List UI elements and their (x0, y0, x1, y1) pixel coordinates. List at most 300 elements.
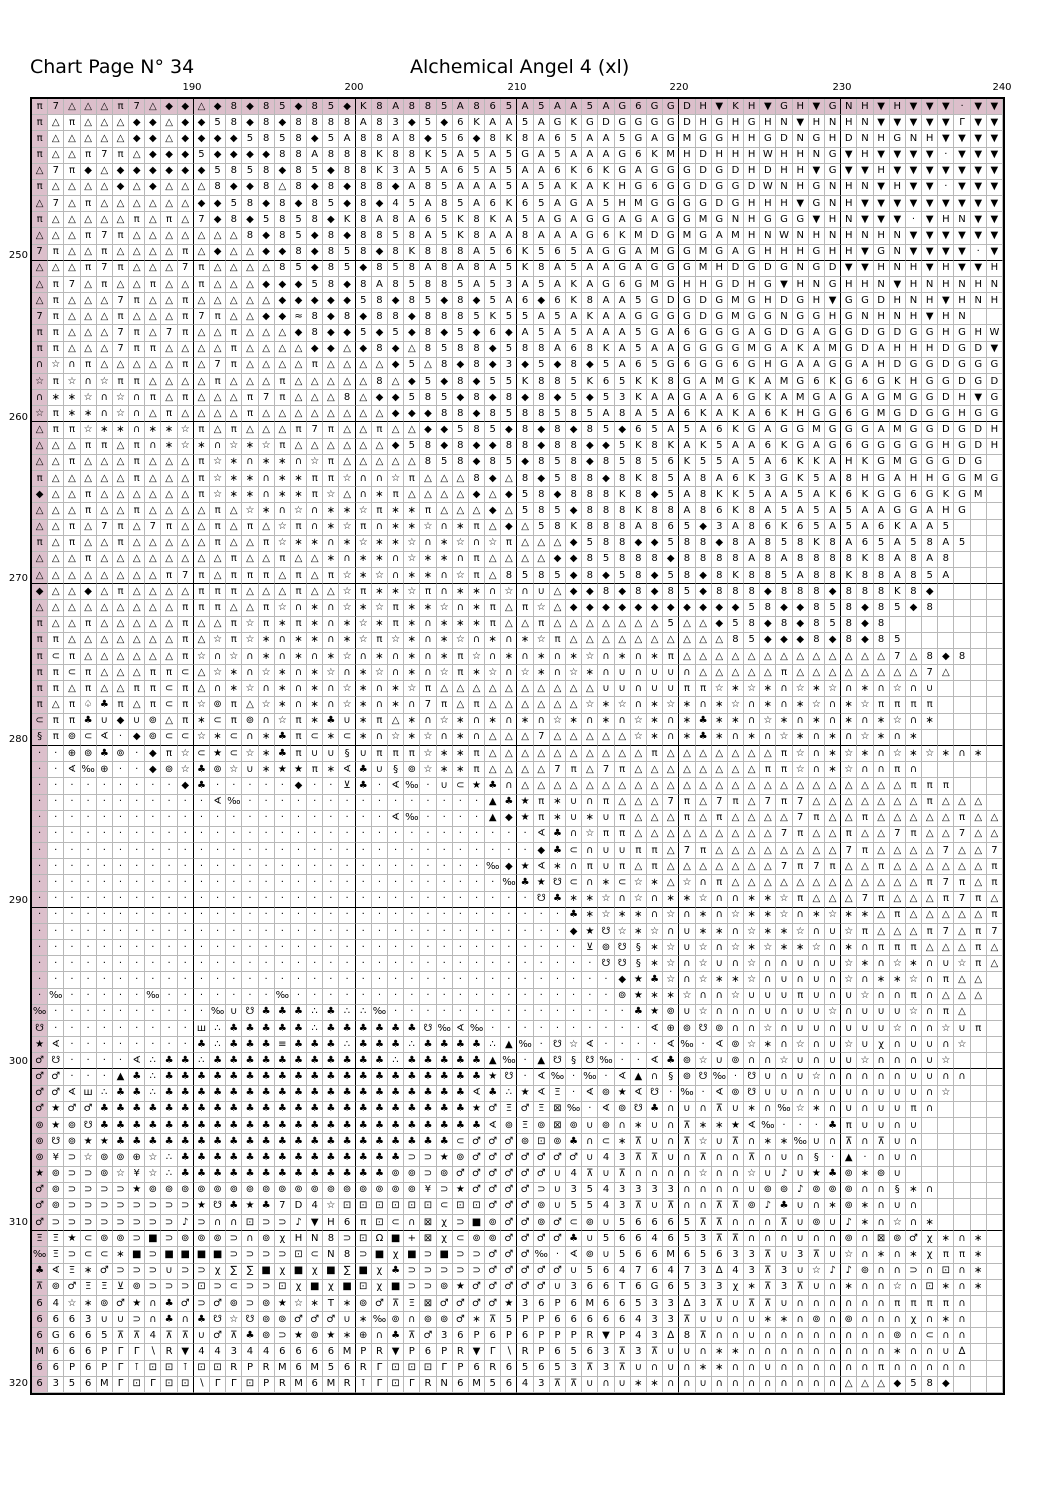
chart-cell: ш (194, 1021, 210, 1037)
chart-cell: π (226, 697, 242, 713)
chart-cell: 5 (696, 1247, 712, 1263)
chart-cell: ∗ (971, 746, 987, 762)
chart-cell: N (971, 293, 987, 309)
chart-cell: ∩ (793, 1086, 809, 1102)
chart-cell: ∩ (874, 762, 890, 778)
chart-cell: K (728, 487, 744, 503)
chart-cell: 6 (631, 358, 647, 374)
chart-cell: △ (178, 212, 194, 228)
chart-cell: ⊃ (420, 1167, 436, 1183)
chart-cell: △ (323, 374, 339, 390)
chart-cell: △ (210, 277, 226, 293)
chart-cell: K (372, 164, 388, 180)
chart-cell: G (712, 115, 728, 131)
chart-cell: 3 (388, 115, 404, 131)
chart-cell: ∴ (210, 1021, 226, 1037)
chart-cell: · (210, 811, 226, 827)
chart-cell: ⊚ (809, 1312, 825, 1328)
chart-cell: ■ (259, 1264, 275, 1280)
chart-cell: H (809, 293, 825, 309)
chart-cell (971, 1312, 987, 1328)
chart-cell: △ (663, 875, 679, 891)
chart-cell: ♣ (323, 1167, 339, 1183)
chart-cell: ⊚ (275, 1183, 291, 1199)
chart-cell: 6 (339, 1361, 355, 1377)
chart-cell: ■ (388, 1280, 404, 1296)
chart-cell: · (550, 989, 566, 1005)
chart-cell: △ (242, 697, 258, 713)
column-number: 200 (344, 82, 364, 93)
chart-cell: π (323, 422, 339, 438)
chart-cell: ♂ (48, 1069, 64, 1085)
chart-cell: K (793, 455, 809, 471)
chart-cell: π (48, 374, 64, 390)
chart-cell: 5 (631, 325, 647, 341)
chart-cell: ∗ (582, 892, 598, 908)
chart-cell: ◆ (420, 131, 436, 147)
chart-cell: ☋ (550, 875, 566, 891)
chart-cell: ☆ (647, 924, 663, 940)
chart-cell: · (64, 1005, 80, 1021)
chart-cell: π (857, 924, 873, 940)
chart-cell: 8 (372, 309, 388, 325)
chart-cell: 8 (291, 115, 307, 131)
chart-cell: G (793, 309, 809, 325)
chart-cell: · (48, 892, 64, 908)
chart-cell: ∗ (760, 681, 776, 697)
chart-cell: 3 (615, 1199, 631, 1215)
chart-cell: 3 (437, 1328, 453, 1344)
chart-cell: △ (825, 795, 841, 811)
chart-cell: 5 (437, 212, 453, 228)
chart-cell: ⊚ (388, 1312, 404, 1328)
chart-cell: ♂ (550, 1150, 566, 1166)
chart-cell: △ (210, 293, 226, 309)
chart-cell: 8 (534, 406, 550, 422)
chart-cell: · (437, 956, 453, 972)
chart-cell: ⊚ (615, 1102, 631, 1118)
chart-cell: P (453, 1361, 469, 1377)
chart-cell: 4 (663, 1264, 679, 1280)
chart-cell: 8 (307, 196, 323, 212)
chart-cell: G (874, 487, 890, 503)
chart-cell: ∩ (728, 1183, 744, 1199)
chart-cell: ∗ (356, 714, 372, 730)
chart-cell: G (712, 293, 728, 309)
chart-cell: ☆ (178, 422, 194, 438)
chart-cell: · (485, 924, 501, 940)
chart-cell: ⊻ (339, 778, 355, 794)
chart-cell: ∩ (291, 600, 307, 616)
chart-cell: ♣ (404, 1086, 420, 1102)
chart-cell: · (453, 989, 469, 1005)
chart-cell: 8 (598, 455, 614, 471)
chart-cell (938, 600, 954, 616)
chart-cell: · (178, 1037, 194, 1053)
chart-cell: △ (194, 245, 210, 261)
chart-cell: 8 (469, 422, 485, 438)
chart-cell: △ (64, 681, 80, 697)
chart-cell: 8 (922, 1377, 938, 1393)
chart-cell: △ (631, 778, 647, 794)
chart-cell: ∩ (825, 1361, 841, 1377)
chart-cell: △ (64, 552, 80, 568)
chart-cell: ◆ (534, 293, 550, 309)
chart-cell: △ (388, 374, 404, 390)
chart-cell: ★ (275, 1296, 291, 1312)
chart-cell: ∩ (825, 714, 841, 730)
chart-cell: ♣ (420, 1037, 436, 1053)
chart-cell: ∗ (437, 536, 453, 552)
chart-cell: △ (64, 342, 80, 358)
chart-cell: ▼ (712, 99, 728, 115)
chart-cell: G (760, 277, 776, 293)
chart-cell: 8 (582, 422, 598, 438)
chart-cell: 5 (485, 245, 501, 261)
chart-cell: △ (194, 293, 210, 309)
chart-cell: ♣ (129, 1069, 145, 1085)
chart-cell (938, 1167, 954, 1183)
chart-cell: ▼ (954, 148, 970, 164)
chart-cell (987, 455, 1003, 471)
chart-cell: π (307, 358, 323, 374)
chart-cell (954, 1150, 970, 1166)
chart-cell: ☆ (938, 1086, 954, 1102)
chart-cell: · (226, 924, 242, 940)
chart-cell: ∗ (307, 536, 323, 552)
chart-cell: ◆ (388, 293, 404, 309)
chart-cell: 8 (598, 536, 614, 552)
chart-cell: ∪ (631, 1361, 647, 1377)
chart-cell: ‰ (48, 989, 64, 1005)
chart-cell: G (874, 471, 890, 487)
chart-cell: ∗ (776, 940, 792, 956)
chart-cell: G (760, 342, 776, 358)
chart-cell: ♣ (259, 1086, 275, 1102)
chart-cell: π (194, 487, 210, 503)
chart-cell: ☆ (356, 536, 372, 552)
chart-cell: · (48, 956, 64, 972)
chart-cell: · (129, 1005, 145, 1021)
chart-cell: ∩ (776, 1328, 792, 1344)
chart-cell: ★ (809, 1167, 825, 1183)
chart-cell: ★ (48, 1118, 64, 1134)
chart-cell: A (566, 309, 582, 325)
chart-cell: ♣ (145, 1118, 161, 1134)
chart-cell: ∩ (793, 1296, 809, 1312)
chart-cell: ⊚ (712, 1021, 728, 1037)
chart-cell: π (841, 827, 857, 843)
chart-cell: M (679, 228, 695, 244)
chart-cell: G (954, 325, 970, 341)
chart-cell: H (841, 115, 857, 131)
chart-cell: · (64, 924, 80, 940)
chart-cell: ☆ (420, 746, 436, 762)
chart-cell: ∩ (922, 989, 938, 1005)
chart-cell: A (534, 164, 550, 180)
chart-cell: ◆ (178, 99, 194, 115)
chart-cell: △ (97, 633, 113, 649)
chart-cell: ▼ (857, 164, 873, 180)
chart-cell: ∩ (404, 697, 420, 713)
chart-cell: ∩ (922, 1021, 938, 1037)
chart-cell: ♣ (339, 1167, 355, 1183)
chart-cell: G (712, 358, 728, 374)
chart-cell: · (113, 1021, 129, 1037)
chart-cell: π (615, 811, 631, 827)
chart-cell: 5 (307, 277, 323, 293)
chart-cell: π (32, 649, 48, 665)
chart-cell: ∩ (631, 697, 647, 713)
chart-cell: A (744, 325, 760, 341)
chart-cell: · (485, 1005, 501, 1021)
chart-cell: ♣ (259, 1037, 275, 1053)
chart-cell: 8 (226, 212, 242, 228)
chart-cell (938, 1199, 954, 1215)
chart-cell: ∪ (728, 1296, 744, 1312)
chart-cell: △ (113, 633, 129, 649)
chart-cell: ∗ (631, 924, 647, 940)
chart-cell: ☆ (793, 762, 809, 778)
chart-cell: · (469, 940, 485, 956)
chart-cell: · (64, 972, 80, 988)
chart-cell: A (615, 309, 631, 325)
chart-cell: ∩ (809, 1296, 825, 1312)
chart-cell: ☋ (696, 1021, 712, 1037)
chart-cell: △ (32, 503, 48, 519)
chart-cell: ▼ (890, 277, 906, 293)
chart-cell: 6 (582, 1344, 598, 1360)
chart-cell: H (744, 277, 760, 293)
chart-cell: 5 (226, 196, 242, 212)
chart-cell: 5 (615, 374, 631, 390)
chart-cell: ⊡ (388, 1377, 404, 1393)
chart-cell: ☆ (388, 471, 404, 487)
chart-cell: · (210, 940, 226, 956)
chart-cell: 8 (517, 406, 533, 422)
chart-cell: 8 (582, 552, 598, 568)
chart-cell: ▼ (906, 164, 922, 180)
chart-cell: H (906, 374, 922, 390)
chart-cell: ⊕ (129, 1150, 145, 1166)
chart-cell: 6 (32, 1296, 48, 1312)
chart-cell (922, 762, 938, 778)
chart-cell: G (598, 277, 614, 293)
chart-cell: ⊚ (32, 1134, 48, 1150)
chart-cell: 8 (534, 455, 550, 471)
chart-cell: ∗ (582, 665, 598, 681)
chart-cell: ▼ (971, 115, 987, 131)
chart-cell: G (712, 342, 728, 358)
chart-cell: · (48, 940, 64, 956)
chart-cell: H (874, 164, 890, 180)
chart-cell: ∗ (760, 697, 776, 713)
chart-cell: ♣ (453, 1086, 469, 1102)
chart-cell: H (857, 277, 873, 293)
chart-cell: 8 (760, 600, 776, 616)
chart-cell: ♣ (161, 1296, 177, 1312)
chart-cell: ∩ (388, 665, 404, 681)
chart-cell: G (647, 261, 663, 277)
chart-cell: K (453, 228, 469, 244)
chart-cell: A (825, 503, 841, 519)
chart-cell: △ (388, 422, 404, 438)
chart-cell: 8 (954, 649, 970, 665)
chart-cell: ∩ (793, 714, 809, 730)
chart-cell: △ (938, 811, 954, 827)
chart-cell: π (242, 390, 258, 406)
chart-cell: · (857, 1150, 873, 1166)
chart-cell: ♣ (420, 1134, 436, 1150)
chart-cell: △ (793, 843, 809, 859)
chart-cell: W (776, 228, 792, 244)
chart-cell: ◆ (566, 422, 582, 438)
chart-cell: ∗ (323, 552, 339, 568)
chart-cell: ∗ (744, 1102, 760, 1118)
chart-cell: · (81, 875, 97, 891)
chart-cell: π (372, 714, 388, 730)
chart-cell: · (339, 859, 355, 875)
chart-cell: ♣ (372, 1118, 388, 1134)
chart-cell: · (97, 989, 113, 1005)
chart-cell: △ (64, 471, 80, 487)
chart-cell: △ (679, 778, 695, 794)
chart-cell: ▲ (113, 1069, 129, 1085)
chart-cell: · (598, 1021, 614, 1037)
chart-cell: ∗ (679, 730, 695, 746)
chart-cell: ∗ (744, 892, 760, 908)
chart-cell: △ (129, 617, 145, 633)
chart-cell (971, 1361, 987, 1377)
chart-cell: · (275, 795, 291, 811)
chart-cell: ∗ (857, 1199, 873, 1215)
chart-cell: 6 (485, 325, 501, 341)
chart-cell: ∩ (712, 940, 728, 956)
chart-cell: π (161, 212, 177, 228)
chart-cell: ◆ (550, 552, 566, 568)
chart-cell: ♂ (485, 1296, 501, 1312)
chart-cell: ∩ (744, 1344, 760, 1360)
chart-cell: 7 (712, 795, 728, 811)
chart-cell: △ (437, 681, 453, 697)
chart-cell: ∗ (809, 908, 825, 924)
chart-cell: ♣ (275, 746, 291, 762)
chart-cell: ♣ (259, 1021, 275, 1037)
chart-cell: ⊚ (679, 1021, 695, 1037)
chart-cell: △ (275, 325, 291, 341)
chart-cell: ∢ (453, 1021, 469, 1037)
chart-cell: ⊚ (242, 1183, 258, 1199)
chart-cell: A (598, 309, 614, 325)
chart-cell: G (728, 342, 744, 358)
chart-cell: ∢ (582, 1037, 598, 1053)
chart-cell: ☆ (793, 1037, 809, 1053)
chart-cell: A (890, 568, 906, 584)
chart-cell: ∩ (550, 649, 566, 665)
chart-cell: ⊚ (259, 1312, 275, 1328)
chart-cell: K (566, 520, 582, 536)
chart-cell: ∪ (922, 1053, 938, 1069)
chart-cell: ∪ (437, 778, 453, 794)
chart-cell: 6 (534, 1296, 550, 1312)
chart-cell: G (679, 245, 695, 261)
chart-cell: ☆ (793, 746, 809, 762)
chart-cell: π (194, 455, 210, 471)
chart-cell: ∪ (776, 1086, 792, 1102)
chart-cell: ☆ (728, 908, 744, 924)
chart-cell: ♣ (145, 1134, 161, 1150)
chart-cell: N (922, 277, 938, 293)
chart-cell: 8 (566, 406, 582, 422)
chart-cell: ◆ (485, 439, 501, 455)
chart-cell: π (81, 358, 97, 374)
chart-cell: · (178, 956, 194, 972)
chart-cell: · (307, 924, 323, 940)
chart-cell: · (938, 180, 954, 196)
chart-cell: ∪ (372, 762, 388, 778)
chart-cell: ⊼ (728, 1231, 744, 1247)
chart-cell: ∗ (307, 600, 323, 616)
chart-cell: 7 (178, 568, 194, 584)
chart-cell: · (906, 212, 922, 228)
chart-cell: ♂ (485, 1280, 501, 1296)
chart-cell: △ (663, 843, 679, 859)
chart-cell: ∗ (323, 520, 339, 536)
chart-cell: ♂ (501, 1199, 517, 1215)
chart-cell: ◆ (145, 164, 161, 180)
chart-cell: ♣ (647, 972, 663, 988)
chart-cell: 3 (534, 1377, 550, 1393)
chart-cell: · (291, 924, 307, 940)
chart-cell: 8 (663, 584, 679, 600)
chart-cell: D (971, 422, 987, 438)
chart-cell: M (728, 293, 744, 309)
chart-cell (987, 536, 1003, 552)
chart-cell: 6 (776, 455, 792, 471)
chart-cell: G (663, 277, 679, 293)
chart-cell: 7 (48, 164, 64, 180)
chart-cell: ☆ (291, 1296, 307, 1312)
chart-cell: △ (97, 99, 113, 115)
chart-cell: π (129, 681, 145, 697)
chart-cell: · (48, 778, 64, 794)
chart-cell: A (728, 455, 744, 471)
chart-cell: 7 (194, 309, 210, 325)
chart-cell: ☆ (178, 762, 194, 778)
chart-cell: ▼ (971, 261, 987, 277)
chart-cell: M (582, 1296, 598, 1312)
chart-cell: 8 (469, 228, 485, 244)
chart-cell: H (760, 358, 776, 374)
chart-cell: ♣ (226, 1069, 242, 1085)
chart-cell: ▼ (841, 164, 857, 180)
chart-cell: ∩ (954, 1296, 970, 1312)
chart-cell: ☆ (453, 633, 469, 649)
chart-cell: ∪ (744, 1312, 760, 1328)
chart-cell: ◆ (566, 584, 582, 600)
chart-cell: △ (971, 827, 987, 843)
chart-cell: ☆ (906, 1005, 922, 1021)
chart-cell: 8 (420, 439, 436, 455)
chart-cell: · (372, 924, 388, 940)
chart-cell: △ (226, 228, 242, 244)
chart-cell: ∗ (453, 617, 469, 633)
chart-cell: A (615, 358, 631, 374)
chart-cell: ∩ (954, 1069, 970, 1085)
chart-cell: ▼ (388, 1344, 404, 1360)
chart-cell: · (113, 730, 129, 746)
chart-cell: ♣ (696, 730, 712, 746)
